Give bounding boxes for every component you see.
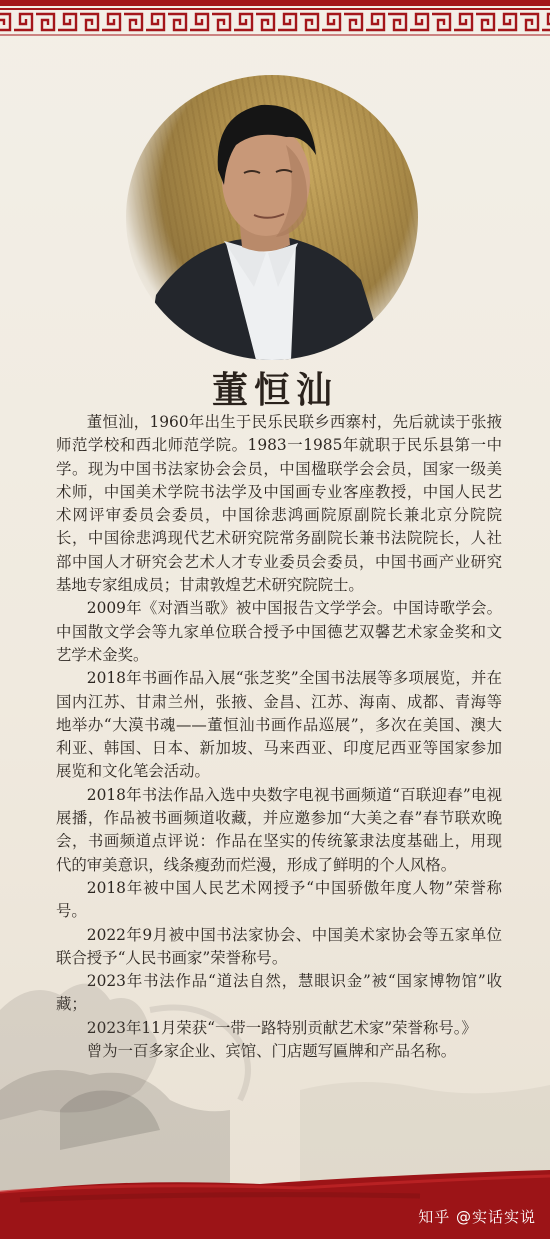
bio-paragraph: 2018年书法作品入选中央数字电视书画频道“百联迎春”电视展播，作品被书画频道收藏，并应邀参加“大美之春”春节联欢晚会，书画频道点评说：作品在坚实的传统篆隶法度基础上，用现代的审美意识，线条瘦劲而烂漫，形成了鲜明的个人风格。 [56,785,502,874]
fret-border-top [0,0,550,46]
bio-paragraph: 2023年书法作品“道法自然，慧眼识金”被“国家博物馆”收藏； [56,972,502,1014]
bio-paragraph: 2018年书画作品入展“张芝奖”全国书法展等多项展览，并在国内江苏、甘肃兰州，张掖、金昌、江苏、海南、成都、青海等地举办“大漠书魂——董恒汕书画作品巡展”，多次在美国、澳大利亚、韩国、日本、新加坡、马来西亚、印度尼西亚等国家参加展览和文化笔会活动。 [56,669,502,781]
bio-paragraph: 2022年9月被中国书法家协会、中国美术家协会等五家单位联合授予“人民书画家”荣誉称号。 [56,925,502,967]
bio-paragraph: 2023年11月荣获“一带一路特别贡献艺术家”荣誉称号。》 [86,1018,477,1037]
bio-paragraph: 2009年《对酒当歌》被中国报告文学学会。中国诗歌学会。中国散文学会等九家单位联合授予中国德艺双馨艺术家金奖和文艺学术金奖。 [56,599,502,664]
bio-paragraph: 董恒汕，1960年出生于民乐民联乡西寨村，先后就读于张掖师范学校和西北师范学院。1983一1985年就职于民乐县第一中学。现为中国书法家协会会员，中国楹联学会会员，国家一级美术师，中国美术学院书法学及中国画专业客座教授，中国人民艺术网评审委员会委员，中国徐悲鸿画院原副院长兼北京分院院长，中国徐悲鸿现代艺术研究院常务副院长兼书法院院长，人社部中国人才研究会艺术人才专业委员会委员，中国书画产业研究基地专家组成员；甘肃敦煌艺术研究院院士。 [56,413,502,595]
red-brush-band [0,1170,550,1239]
watermark: 知乎 @实话实说 [418,1208,536,1226]
bio-paragraph: 2018年被中国人民艺术网授予“中国骄傲年度人物”荣誉称号。 [56,878,502,921]
bio-paragraph: 曾为一百多家企业、宾馆、门店题写匾牌和产品名称。 [86,1042,457,1061]
person-name: 董恒汕 [211,369,338,411]
portrait-photo [126,75,418,360]
ink-landscape [0,860,550,1190]
